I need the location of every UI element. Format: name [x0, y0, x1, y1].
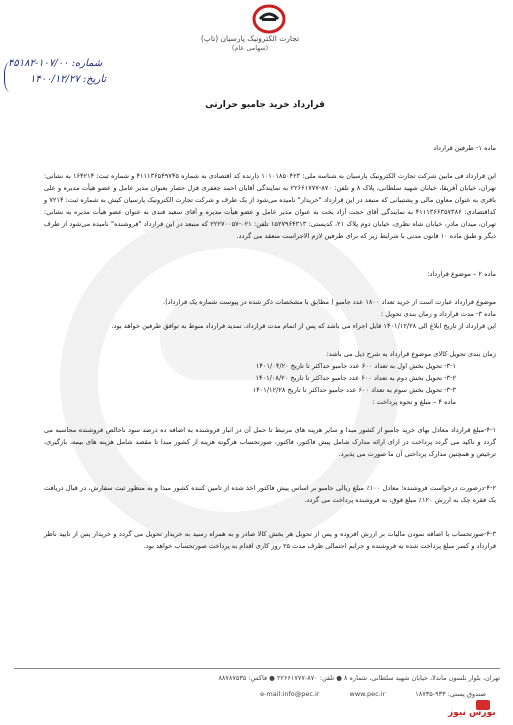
article-4-heading: ماده ۴ – مبلغ و نحوه پرداخت : — [372, 398, 456, 406]
footer-email: e-mail:info@pec.ir — [260, 690, 320, 698]
document-title: قرارداد خرید جامبو حرارتی — [205, 100, 325, 110]
clause-4-3: ۴-۳-صورتحساب با اضافه نمودن مالیات بر ارزش افزوده و پس از تحویل هر بخش کالا صادر و به همراه رسید به خریدار تحویل می گردد و خریدار پس از تایید ناظر قرارداد و کسر مبلغ پرداخت شده به فروشنده و جرایم احتمالی ظرف مدت ۲۵ روز کاری اقدام به پرداخت صورتحساب خواهد بود. — [44, 530, 496, 550]
letterhead — [0, 0, 513, 60]
company-name: تجارت الکترونیک پارسیان (تاپ) — [200, 34, 300, 43]
article-3-subheading: زمان بندی تحویل کالای موضوع قرارداد به شرح ذیل می باشد: — [326, 350, 496, 358]
article-3-text: این قرارداد از تاریخ ابلاغ الی ۱۴۰۱/۱۲/۲۸ قابل اجراء می باشد که پس از اتمام مدت قرارداد، تمدید قرارداد منوط به توافق طرفین خواهد بود. — [111, 322, 496, 330]
company-logo-icon — [252, 4, 286, 34]
footer-address: تهران، بلوار نلسون ماندلا، خیابان شهید سلطانی، شماره ۸ ● تلفن: ۸۷۰-۲۲۶۶۱۷۷۷ ● فاکس: ۸۸۷۸۷۵۳۵ — [218, 674, 500, 682]
footer-contacts — [14, 690, 500, 698]
footer-postal: صندوق پستی: ۹۳۳-۱۸۷۳۵ — [415, 690, 486, 698]
delivery-item: ۳-۱- تحویل بخش اول به تعداد ۶۰۰ عدد جامبو حداکثر تا تاریخ ۱۴۰۱/۰۴/۲۰ — [255, 362, 456, 370]
article-2-text: موضوع قرارداد عبارت است از خرید تعداد ۱۸۰۰ عدد جامبو ( مطابق با مشخصات ذکر شده در پیوست شماره یک قرارداد). — [163, 298, 496, 306]
delivery-item: ۳-۲- تحویل بخش دوم به تعداد ۶۰۰ عدد جامبو حداکثر تا تاریخ ۱۴۰۱/۰۸/۲۰ — [255, 374, 456, 382]
article-2-heading: ماده ۲ – موضوع قرارداد: — [427, 270, 496, 278]
clause-4-2: ۴-۲-درصورت درخواست فروشنده؛ معادل ۱۰۰٪ مبلغ ریالی جامبو بر اساس پیش فاکتور اخذ شده از تامین کننده کشور مبدا و به منظور ثبت سفارش، در قبال دریافت یک فقره چک به ارزش ۱۲۰٪ مبلغ فوق، به فروشنده پرداخت می گردد. — [44, 484, 496, 504]
article-1-text: این قرارداد فی مابین شرکت تجارت الکترونیک پارسیان به شناسه ملی: ۱۰۱۰۱۸۵۰۴۲۳ دارنده کد اقتصادی به شماره ۴۱۱۱۳۶۵۴۹۷۴۵ و شماره ثبت: ۱۶۴۲۱۴ به نشانی: تهران، خیابان آفریقا، خیابان شهید سلطانی، پلاک ۸ و تلفن: ۸۷۰-۲۲۶۶۱۷۷۷ به نمایندگی آقایان احمد جعفری قزل حصار بعنوان مدیر عامل و عضو هیأت مدیره و علی باقری به عنوان معاون مالی و پشتیبانی که منبعد در این قرارداد "خریدار" نامیده می‌شود از یک طرف و شرکت تجارت الکترونیک پارسیان کیش به شماره ثبت: ۷۲۱۴ و کداقتصادی: ۴۱۱۱۳۶۶۳۵۷۳۸۶ به نمایندگی آقای حجت آزاد بخت به عنوان مدیر عامل و عضو هیأت مدیره و آقای سعید قندی به عنوان عضو هیأت مدیره به نشانی: تهران، میدان مادر، خیابان شاه نظری، خیابان دوم پلاک ۲۱، کدپستی: ۱۵۲۷۹۶۴۳۱۳ تلفن: ۰۲۱-۲۲۲۷۰۰۵۷ که منبعد در این قرارداد "فروشنده" نامیده می‌شود از طرف دیگر و طبق ماده ۱۰ قانون مدنی با شرایط زیر که برای طرفین لازم الاجراست منعقد می گردد. — [44, 172, 497, 240]
article-3-heading: ماده ۳- مدت قرارداد و زمان بندی تحویل : — [380, 310, 496, 318]
article-1-heading: ماده ۱- طرفین قرارداد — [433, 144, 496, 152]
handwritten-number: شماره: ۱۰۷/۰۰-۴۵۱۸۲ — [8, 58, 103, 69]
handwritten-date: تاریخ: ۱۴۰۰/۱۲/۲۷ — [30, 74, 107, 85]
delivery-item: ۳-۳- تحویل بخش سوم به تعداد ۶۰۰ عدد جامبو حداکثر تا تاریخ ۱۴۰۱/۱۲/۲۸ — [252, 386, 456, 394]
clause-4-1: ۴-۱-مبلغ قرارداد معادل بهای خرید جامبو از کشور مبدا و سایر هزینه های مرتبط تا حمل آن در انبار فروشنده به اضافه ده درصد سود ناخالص فروشنده محاسبه می گردد و تاکید می گردد پرداخت در ازای ارائه مدارک شامل پیش فاکتور، فاکتور، صورتحساب هرگونه هزینه از کشور مبدا تا مقصد شامل هزینه های بیمه، بارگیری، ترخیص و همچنین مدارک پرداختی آن ما صورت می پذیرد. — [44, 426, 496, 458]
footer-divider — [14, 668, 500, 669]
brand-watermark: بورس نیوز — [448, 708, 496, 718]
footer-website: www.pec.ir — [349, 690, 386, 698]
company-type: (سهامی عام) — [231, 44, 269, 52]
